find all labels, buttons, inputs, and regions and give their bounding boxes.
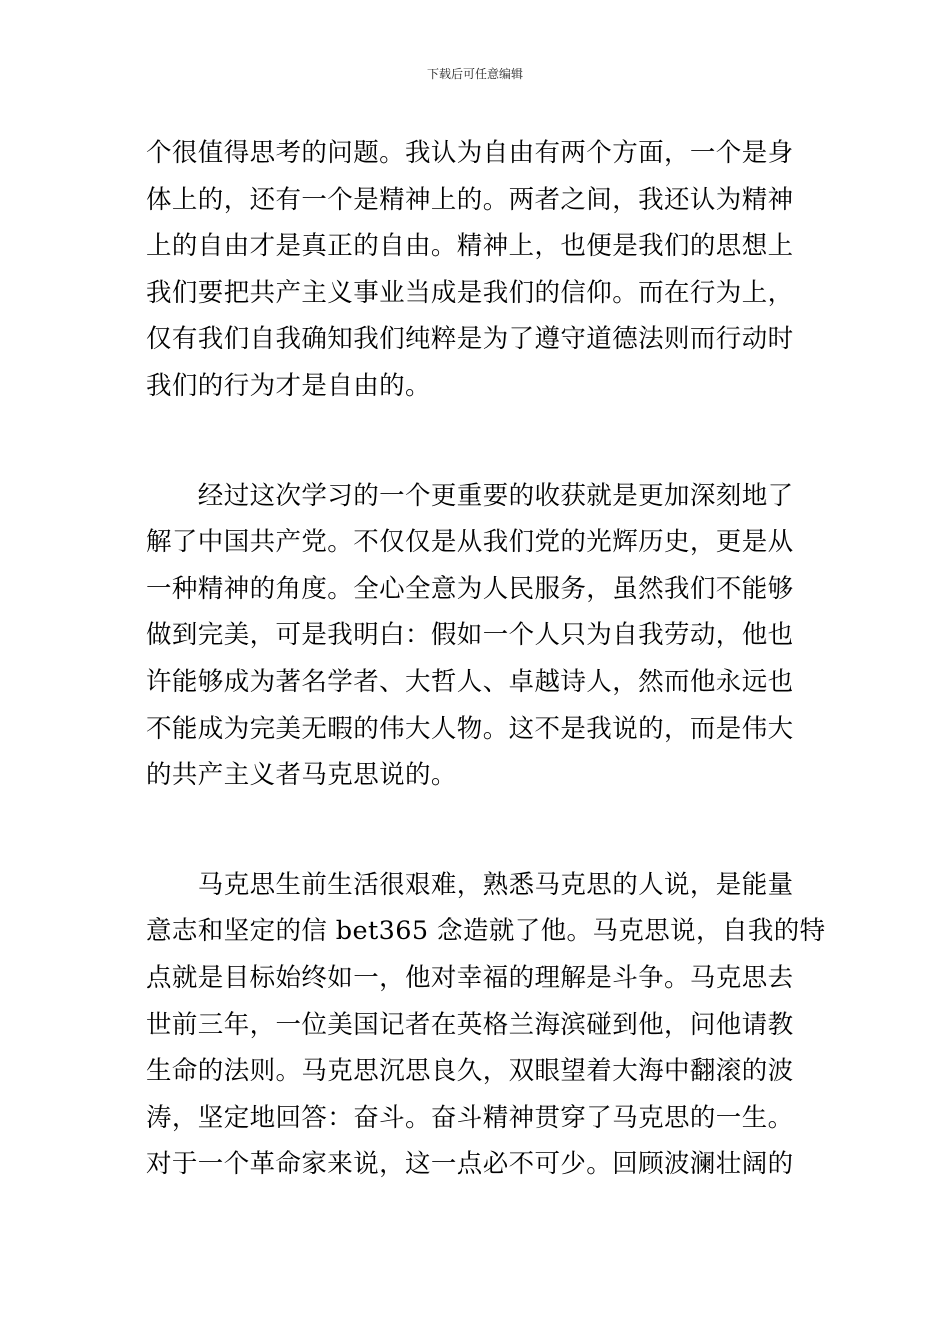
text-line: 我们的行为才是自由的。	[146, 370, 431, 401]
text-line: 涛，坚定地回答：奋斗。奋斗精神贯穿了马克思的一生。	[146, 1102, 794, 1133]
text-line: 世前三年，一位美国记者在英格兰海滨碰到他，问他请教	[146, 1009, 794, 1040]
text-line: 意志和坚定的信 bet365 念造就了他。马克思说，自我的特	[146, 916, 826, 947]
paragraph-1	[146, 130, 808, 410]
paragraph-2	[146, 473, 808, 799]
text-line: 解了中国共产党。不仅仅是从我们党的光辉历史，更是从	[146, 527, 794, 558]
page-header: 下载后可任意编辑	[426, 67, 523, 81]
text-line: 做到完美，可是我明白：假如一个人只为自我劳动，他也	[146, 620, 794, 651]
text-line: 经过这次学习的一个更重要的收获就是更加深刻地了	[146, 480, 794, 511]
document-body	[146, 130, 826, 1188]
text-line: 不能成为完美无暇的伟大人物。这不是我说的，而是伟大	[146, 713, 794, 744]
text-line: 生命的法则。马克思沉思良久，双眼望着大海中翻滚的波	[146, 1056, 794, 1087]
text-line: 体上的，还有一个是精神上的。两者之间，我还认为精神	[146, 184, 794, 215]
text-line: 个很值得思考的问题。我认为自由有两个方面，一个是身	[146, 138, 794, 168]
text-line: 的共产主义者马克思说的。	[146, 760, 457, 791]
paragraph-spacer	[146, 410, 808, 473]
text-line: 对于一个革命家来说，这一点必不可少。回顾波澜壮阔的	[146, 1149, 794, 1180]
text-line: 我们要把共产主义事业当成是我们的信仰。而在行为上，	[146, 277, 794, 308]
text-line: 仅有我们自我确知我们纯粹是为了遵守道德法则而行动时	[146, 324, 794, 355]
paragraph-spacer	[146, 799, 808, 862]
text-line: 马克思生前生活很艰难，熟悉马克思的人说，是能量	[146, 869, 794, 900]
text-line: 上的自由才是真正的自由。精神上，也便是我们的思想上	[146, 231, 794, 262]
paragraph-3	[146, 862, 826, 1188]
text-line: 点就是目标始终如一，他对幸福的理解是斗争。马克思去	[146, 962, 794, 993]
text-line: 一种精神的角度。全心全意为人民服务，虽然我们不能够	[146, 573, 794, 604]
text-line: 许能够成为著名学者、大哲人、卓越诗人，然而他永远也	[146, 666, 794, 697]
